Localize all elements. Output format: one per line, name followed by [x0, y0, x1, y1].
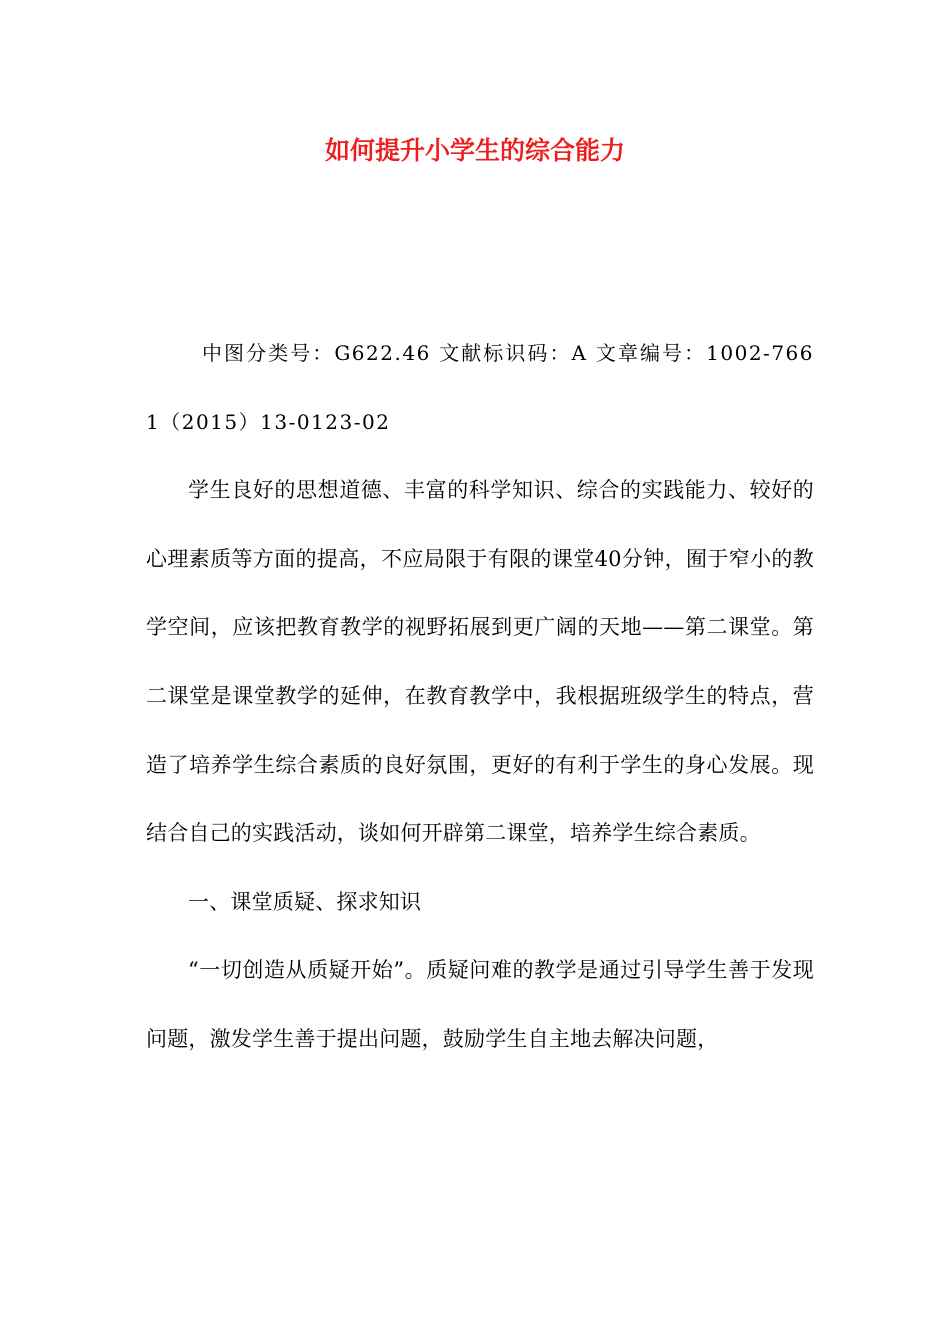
document-title: 如何提升小学生的综合能力	[324, 136, 625, 165]
document-body	[146, 319, 814, 1074]
section-heading: 一、课堂质疑、探求知识	[188, 889, 422, 914]
section-paragraph: “一切创造从质疑开始”。质疑问难的教学是通过引导学生善于发现问题，激发学生善于提出问题，鼓励学生自主地去解决问题，	[146, 958, 814, 1051]
intro-paragraph: 学生良好的思想道德、丰富的科学知识、综合的实践能力、较好的心理素质等方面的提高，不应局限于有限的课堂40分钟，囿于窄小的教学空间，应该把教育教学的视野拓展到更广阔的天地——第二课堂。第二课堂是课堂教学的延伸，在教育教学中，我根据班级学生的特点，营造了培养学生综合素质的良好氛围，更好的有利于学生的身心发展。现结合自己的实践活动，谈如何开辟第二课堂，培养学生综合素质。	[146, 478, 814, 846]
classification-meta: 中图分类号：G622.46 文献标识码：A 文章编号：1002-7661（2015）13-0123-02	[146, 341, 814, 434]
